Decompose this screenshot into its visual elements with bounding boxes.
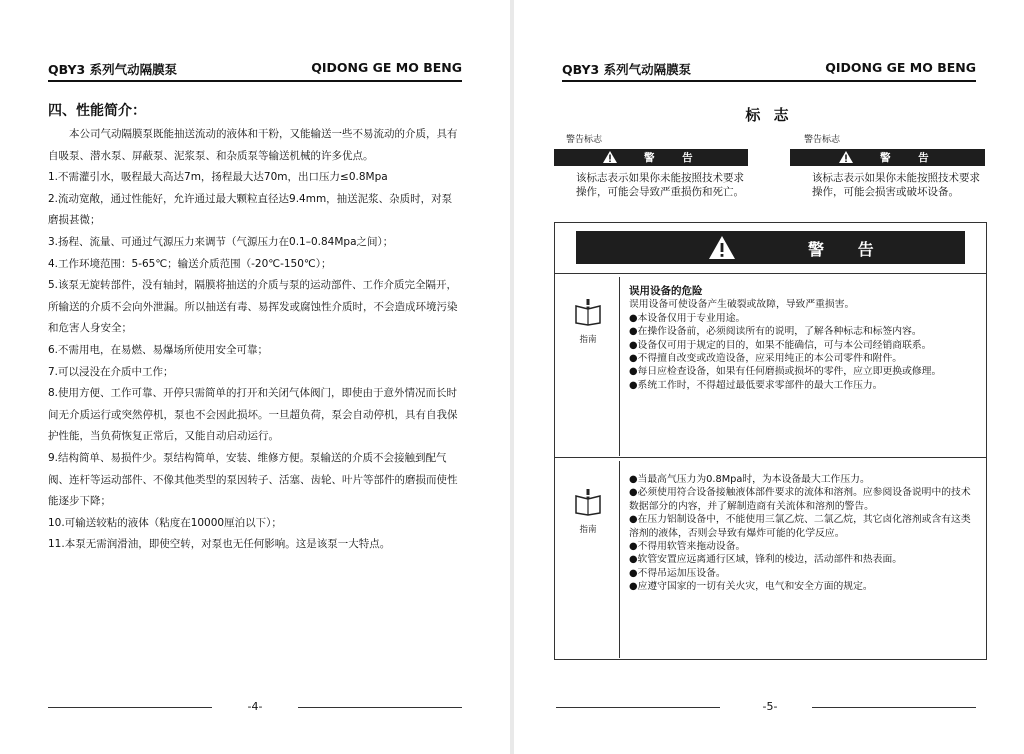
warning-triangle-icon [838, 150, 854, 164]
warning-line: ●本设备仅用于专业用途。 [629, 312, 746, 324]
warning-line: ●系统工作时，不得超过最低要求零部件的最大工作压力。 [629, 379, 883, 391]
guide-marker [567, 297, 609, 345]
right-page [514, 0, 1024, 754]
column-divider [619, 461, 620, 658]
warning-line: ●不得擅自改变或改造设备，应采用纯正的本公司零件和附件。 [629, 353, 903, 365]
warning-line: ●在压力铝制设备中，不能使用三氯乙烷、二氯乙烷，其它卤化溶剂或含有这类溶剂的液体，否则会导致有爆炸可能的化学反应。 [629, 514, 971, 539]
list-item: 5.该泵无旋转部件，没有轴封，隔膜将抽送的介质与泵的运动部件、工作介质完全隔开，所输送的介质不会向外泄漏。所以抽送有毒、易挥发或腐蚀性介质时，不会造成环境污染和危害人身安全； [48, 279, 458, 335]
list-item: 1.不需灌引水，吸程最大高达7m，扬程最大达70m，出口压力≤0.8Mpa [48, 171, 388, 184]
warning-line: 误用设备可使设备产生破裂或故障，导致严重损害。 [629, 299, 855, 311]
list-item: 10.可输送较粘的液体（粘度在10000厘泊以下）； [48, 516, 282, 529]
warning-box [554, 222, 987, 660]
list-item: 6.不需用电，在易燃、易爆场所使用安全可靠； [48, 343, 269, 356]
header-pinyin: QIDONG GE MO BENG [825, 60, 976, 75]
list-item: 3.扬程、流量、可通过气源压力来调节（气源压力在0.1–0.84Mpa之间）； [48, 235, 394, 248]
misuse-warning-text [629, 285, 974, 392]
list-item: 2.流动宽敞，通过性能好，允许通过最大颗粒直径达9.4mm，抽送泥浆、杂质时，对泵磨损甚微； [48, 192, 453, 227]
sign-label: 警告标志 [804, 135, 841, 145]
page-number: -4- [247, 700, 263, 713]
divider [555, 273, 986, 274]
list-item: 9.结构简单、易损件少。泵结构简单，安装、维修方便。泵输送的介质不会接触到配气阀、连杆等运动部件、不像其他类型的泵因转子、活塞、齿轮、叶片等部件的磨损而使性能逐步下降； [48, 451, 458, 508]
warning-line: ●软管安置应远离通行区域，锋利的棱边，活动部件和热表面。 [629, 554, 903, 566]
pressure-warning-text [629, 473, 974, 594]
column-divider [619, 277, 620, 456]
warning-triangle-icon [602, 150, 618, 164]
warning-line: ●应遵守国家的一切有关火灾，电气和安全方面的规定。 [629, 581, 873, 593]
warning-sign-bar [790, 149, 985, 166]
sign-description: 该标志表示如果你未能按照技术要求操作，可能会损害或破坏设备。 [812, 172, 980, 198]
list-item: 4.工作环境范围：5-65℃；输送介质范围（-20℃-150℃）； [48, 257, 332, 270]
sign-bar-text: 警 告 [880, 152, 941, 164]
manual-book-icon [573, 297, 603, 327]
list-item: 8.使用方便、工作可靠、开停只需简单的打开和关闭气体阀门，即使由于意外情况而长时间无介质运行或突然停机，泵也不会因此损坏。一旦超负荷，泵会自动停机，具有自我保护性能，当负荷恢复正常后，又能自动启动运行。 [48, 387, 458, 443]
footer-rule-right [298, 707, 462, 708]
sign-description: 该标志表示如果你未能按照技术要求操作，可能会导致严重损伤和死亡。 [576, 172, 744, 198]
footer-rule-right [812, 707, 976, 708]
performance-text [48, 124, 462, 556]
warning-banner [576, 231, 965, 264]
header-rule [562, 80, 976, 82]
warning-sign-bar [554, 149, 748, 166]
warning-line: ●不得用软管来拖动设备。 [629, 541, 746, 553]
section-title: 四、性能简介： [48, 103, 146, 119]
page-number: -5- [762, 700, 778, 713]
intro-paragraph: 本公司气动隔膜泵既能抽送流动的液体和干粉，又能输送一些不易流动的介质，具有自吸泵、潜水泵、屏蔽泵、泥浆泵、和杂质泵等输送机械的许多优点。 [48, 128, 458, 162]
list-item: 7.可以浸没在介质中工作； [48, 365, 174, 378]
divider [555, 457, 986, 458]
guide-label: 指南 [579, 525, 597, 535]
misuse-title: 误用设备的危险 [629, 285, 703, 297]
guide-marker [567, 487, 609, 535]
footer-rule-left [556, 707, 720, 708]
warning-line: ●在操作设备前，必须阅读所有的说明，了解各种标志和标签内容。 [629, 326, 922, 338]
warning-line: ●不得吊运加压设备。 [629, 567, 726, 579]
header-rule [48, 80, 462, 82]
left-page [0, 0, 510, 754]
header-title: QBY3 系列气动隔膜泵 [562, 62, 692, 77]
sign-label: 警告标志 [566, 135, 603, 145]
warning-line: ●当最高气压力为0.8Mpa时，为本设备最大工作压力。 [629, 474, 870, 485]
warning-line: ●设备仅可用于规定的目的，如果不能确信，可与本公司经销商联系。 [629, 339, 932, 351]
warning-banner-text: 警 告 [808, 240, 888, 259]
footer-rule-left [48, 707, 212, 708]
warning-triangle-icon [708, 235, 736, 260]
guide-label: 指南 [579, 335, 597, 345]
header-title: QBY3 系列气动隔膜泵 [48, 62, 178, 77]
sign-bar-text: 警 告 [644, 152, 705, 164]
list-item: 11.本泵无需润滑油，即使空转，对泵也无任何影响。这是该泵一大特点。 [48, 538, 391, 551]
manual-book-icon [573, 487, 603, 517]
page-title: 标 志 [745, 106, 793, 124]
warning-line: ●必须使用符合设备接触液体部件要求的流体和溶剂。应参阅设备说明中的技术数据部分的内容，并了解制造商有关流体和溶剂的警告。 [629, 487, 971, 512]
warning-line: ●每日应检查设备，如果有任何磨损或损坏的零件，应立即更换或修理。 [629, 366, 942, 378]
header-pinyin: QIDONG GE MO BENG [311, 60, 462, 75]
